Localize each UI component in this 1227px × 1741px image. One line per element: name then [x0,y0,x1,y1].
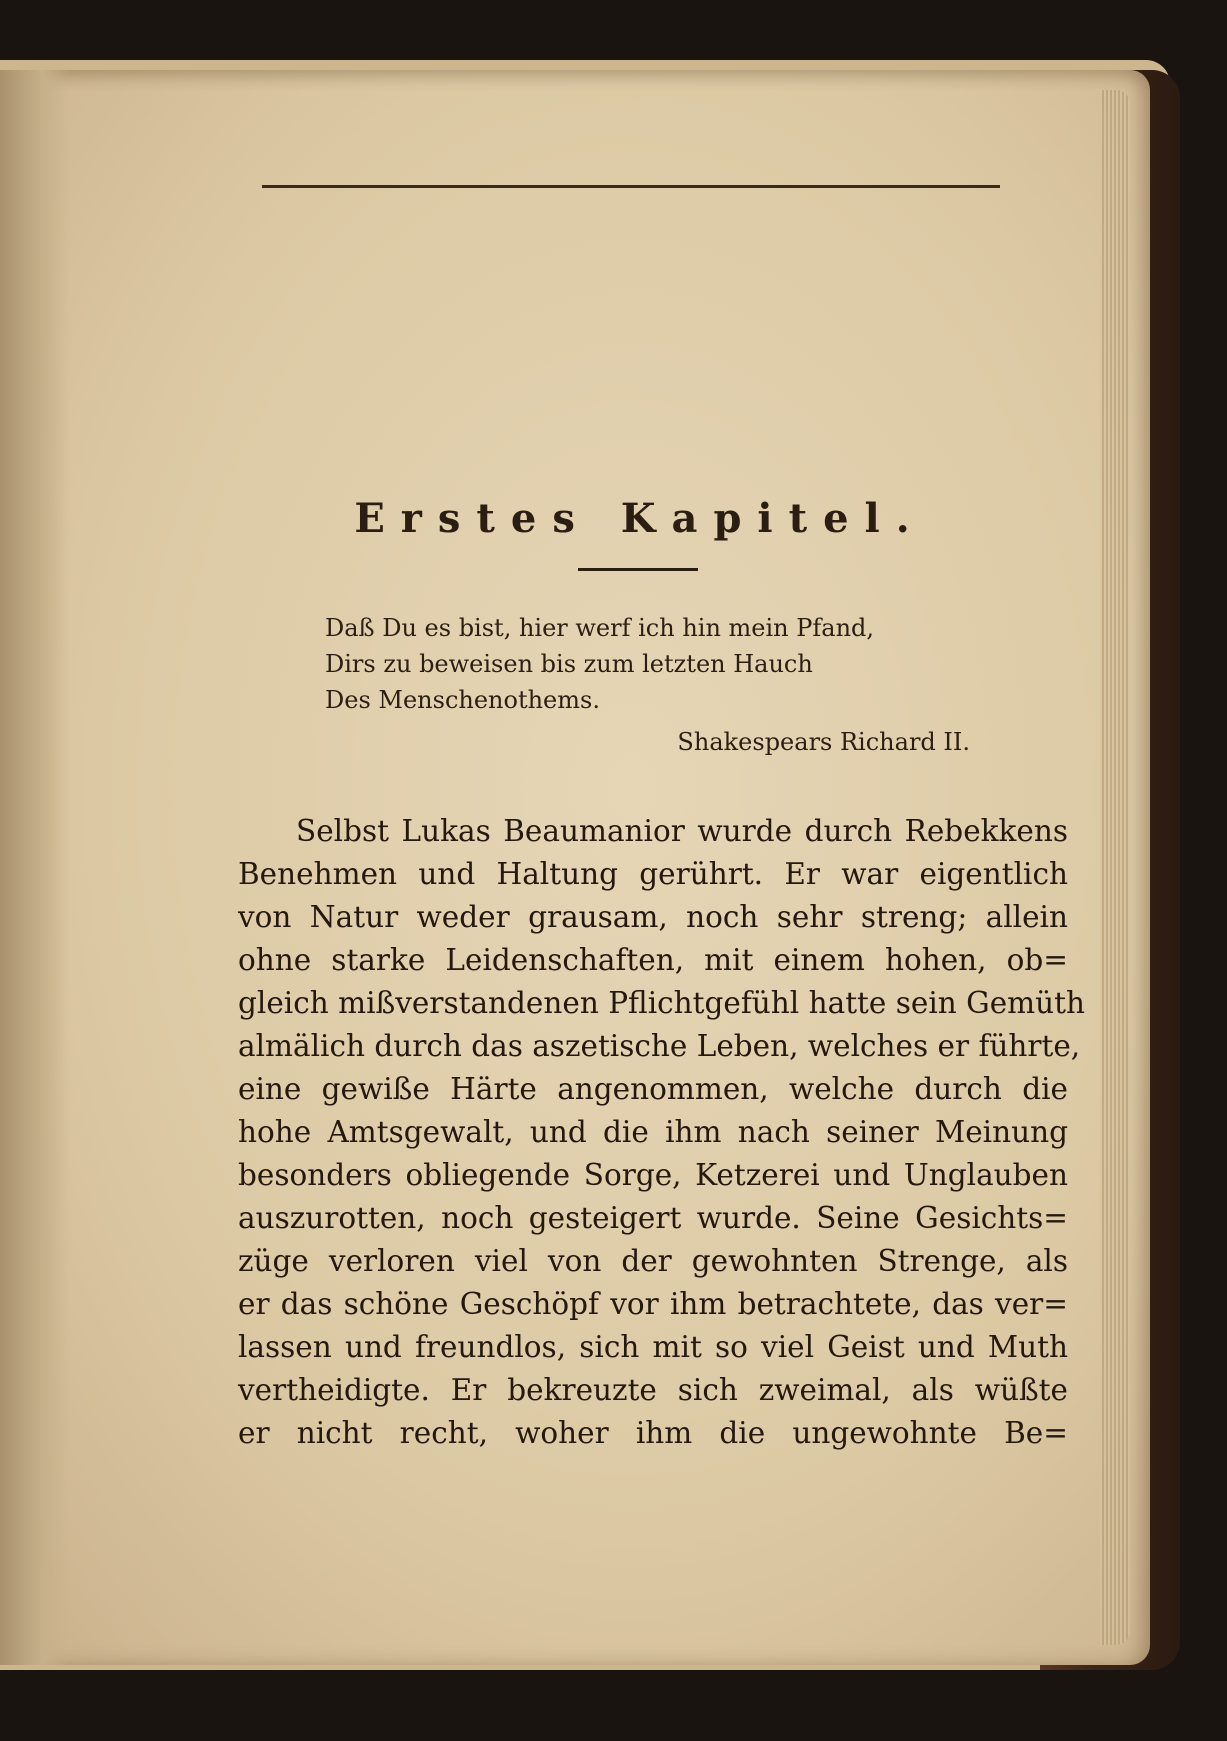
text-line: er nicht recht, woher ihm die ungewohnte Be= [238,1416,1068,1450]
text-line: auszurotten, noch gesteigert wurde. Seine Gesichts= [238,1201,1068,1235]
epigraph-line: Des Menschenothems. [325,686,600,714]
epigraph-attribution: Shakespears Richard II. [677,728,970,756]
epigraph-line: Dirs zu beweisen bis zum letzten Hauch [325,650,813,678]
title-rule [578,568,698,571]
text-line: lassen und freundlos, sich mit so viel Geist und Muth [238,1330,1068,1364]
text-line: eine gewiße Härte angenommen, welche durch die [238,1072,1068,1106]
page-gutter [0,70,70,1665]
text-line: Selbst Lukas Beaumanior wurde durch Rebekkens [296,814,1068,848]
page-edges [1100,90,1130,1645]
text-line: Benehmen und Haltung gerührt. Er war eigentlich [238,857,1068,891]
header-rule [262,185,1000,188]
text-line: gleich mißverstandenen Pflichtgefühl hatte sein Gemüth [238,986,1086,1020]
body-text [238,810,1086,1455]
text-line: züge verloren viel von der gewohnten Strenge, als [238,1244,1068,1278]
chapter-title: Erstes Kapitel. [354,495,926,542]
text-line: ohne starke Leidenschaften, mit einem hohen, ob= [238,943,1068,977]
text-line: von Natur weder grausam, noch sehr streng; allein [238,900,1068,934]
epigraph-line: Daß Du es bist, hier werf ich hin mein Pfand, [325,614,875,642]
text-line: er das schöne Geschöpf vor ihm betrachtete, das ver= [238,1287,1068,1321]
text-line: hohe Amtsgewalt, und die ihm nach seiner Meinung [238,1115,1068,1149]
epigraph [325,610,1005,760]
text-line: vertheidigte. Er bekreuzte sich zweimal, als wüßte [238,1373,1068,1407]
text-line: besonders obliegende Sorge, Ketzerei und Unglauben [238,1158,1068,1192]
text-line: almälich durch das aszetische Leben, welches er führte, [238,1029,1081,1063]
